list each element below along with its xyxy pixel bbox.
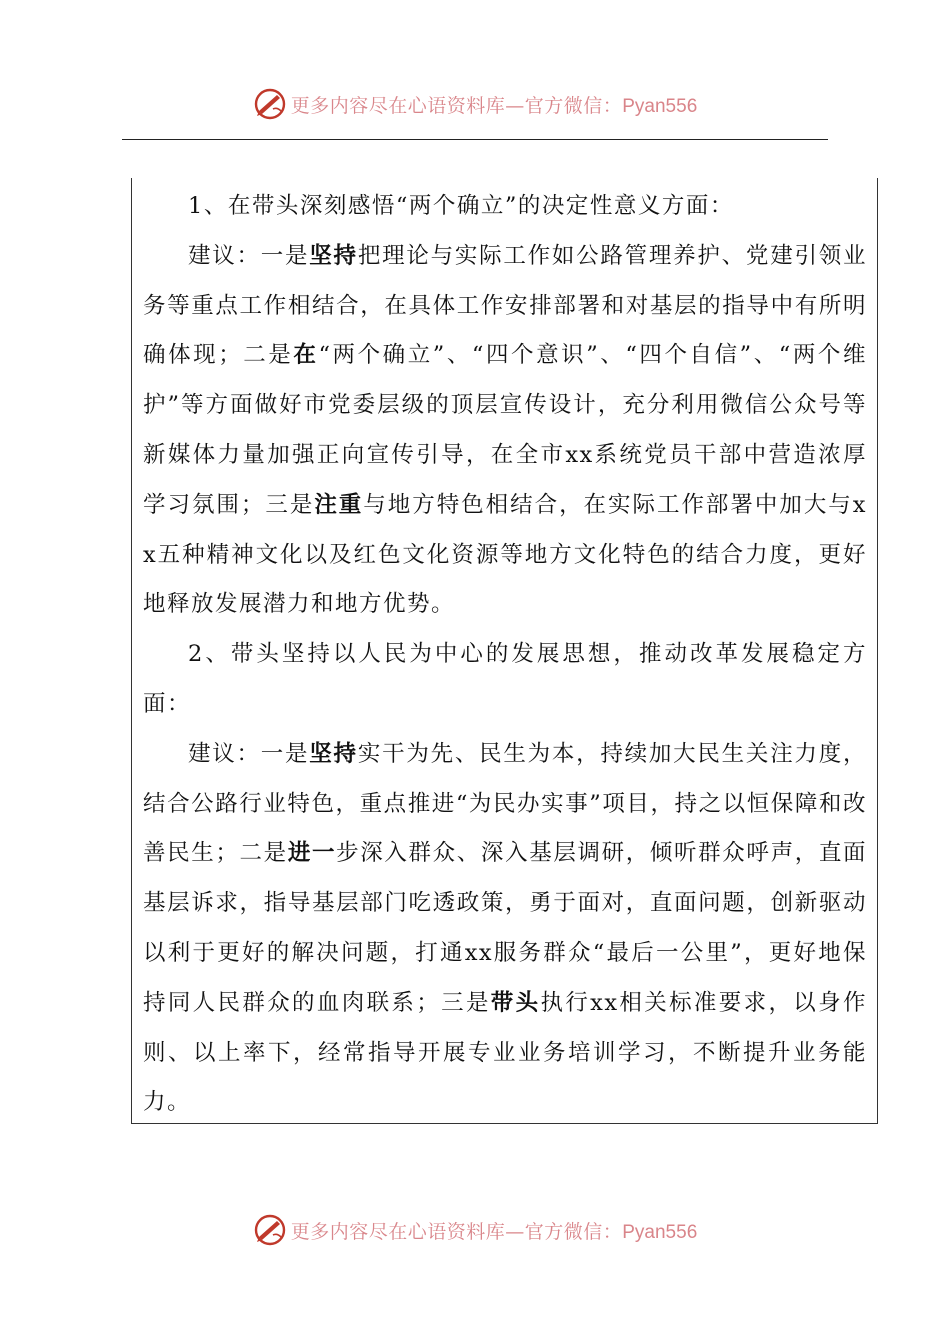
document-table-cell xyxy=(131,178,878,1124)
paragraph xyxy=(143,630,867,730)
text-segment: “两个确立”、“四个意识”、“四个自信”、“两个维护”等方面做好市党委层级的顶层宣传设计，充分利用微信公众号等新媒体力量加强正向宣传引导，在全市xx系统党员干部中营造浓厚学习氛围；三是 xyxy=(143,342,867,518)
paragraph xyxy=(143,730,867,1128)
text-segment: 2、带头坚持以人民为中心的发展思想，推动改革发展稳定方面： xyxy=(143,641,867,717)
pen-logo-icon xyxy=(253,1213,287,1247)
watermark-label: 更多内容尽在心语资料库—官方微信： xyxy=(290,94,623,117)
header-divider xyxy=(122,139,828,140)
watermark-handle: Pyan556 xyxy=(622,95,698,117)
bold-text-segment: 在 xyxy=(293,342,319,369)
bold-text-segment: 带头 xyxy=(490,989,541,1016)
pen-logo-icon xyxy=(253,87,287,121)
bold-text-segment: 进一 xyxy=(287,840,337,867)
paragraph xyxy=(143,182,867,232)
text-segment: 步深入群众、深入基层调研，倾听群众呼声，直面基层诉求，指导基层部门吃透政策，勇于面对，直面问题，创新驱动以利于更好的解决问题，打通xx服务群众“最后一公里”，更好地保持同人民群众的血肉联系；三是 xyxy=(143,840,867,1016)
footer-watermark xyxy=(0,1210,950,1250)
bold-text-segment: 坚持 xyxy=(309,740,358,767)
document-body xyxy=(143,182,867,1128)
text-segment: 1、在带头深刻感悟“两个确立”的决定性意义方面： xyxy=(188,193,734,219)
text-segment: 建议：一是 xyxy=(188,740,310,767)
text-segment: 执行xx相关标准要求，以身作则、以上率下，经常指导开展专业业务培训学习，不断提升业务能力。 xyxy=(143,989,867,1116)
text-segment: 实干为先、民生为本，持续加大民生关注力度，结合公路行业特色，重点推进“为民办实事”项目，持之以恒保障和改善民生；二是 xyxy=(143,740,867,867)
paragraph xyxy=(143,232,867,630)
watermark-handle: Pyan556 xyxy=(622,1221,698,1243)
text-segment: 把理论与实际工作如公路管理养护、党建引领业务等重点工作相结合，在具体工作安排部署和对基层的指导中有所明确体现；二是 xyxy=(143,242,867,369)
text-segment: 建议：一是 xyxy=(188,242,310,269)
watermark-label: 更多内容尽在心语资料库—官方微信： xyxy=(290,1220,623,1243)
watermark-text xyxy=(291,91,698,118)
text-segment: 与地方特色相结合，在实际工作部署中加大与xx五种精神文化以及红色文化资源等地方文化特色的结合力度，更好地释放发展潜力和地方优势。 xyxy=(143,491,867,618)
bold-text-segment: 注重 xyxy=(314,491,364,518)
header-watermark xyxy=(0,84,950,124)
watermark-text xyxy=(291,1217,698,1244)
bold-text-segment: 坚持 xyxy=(309,242,358,269)
